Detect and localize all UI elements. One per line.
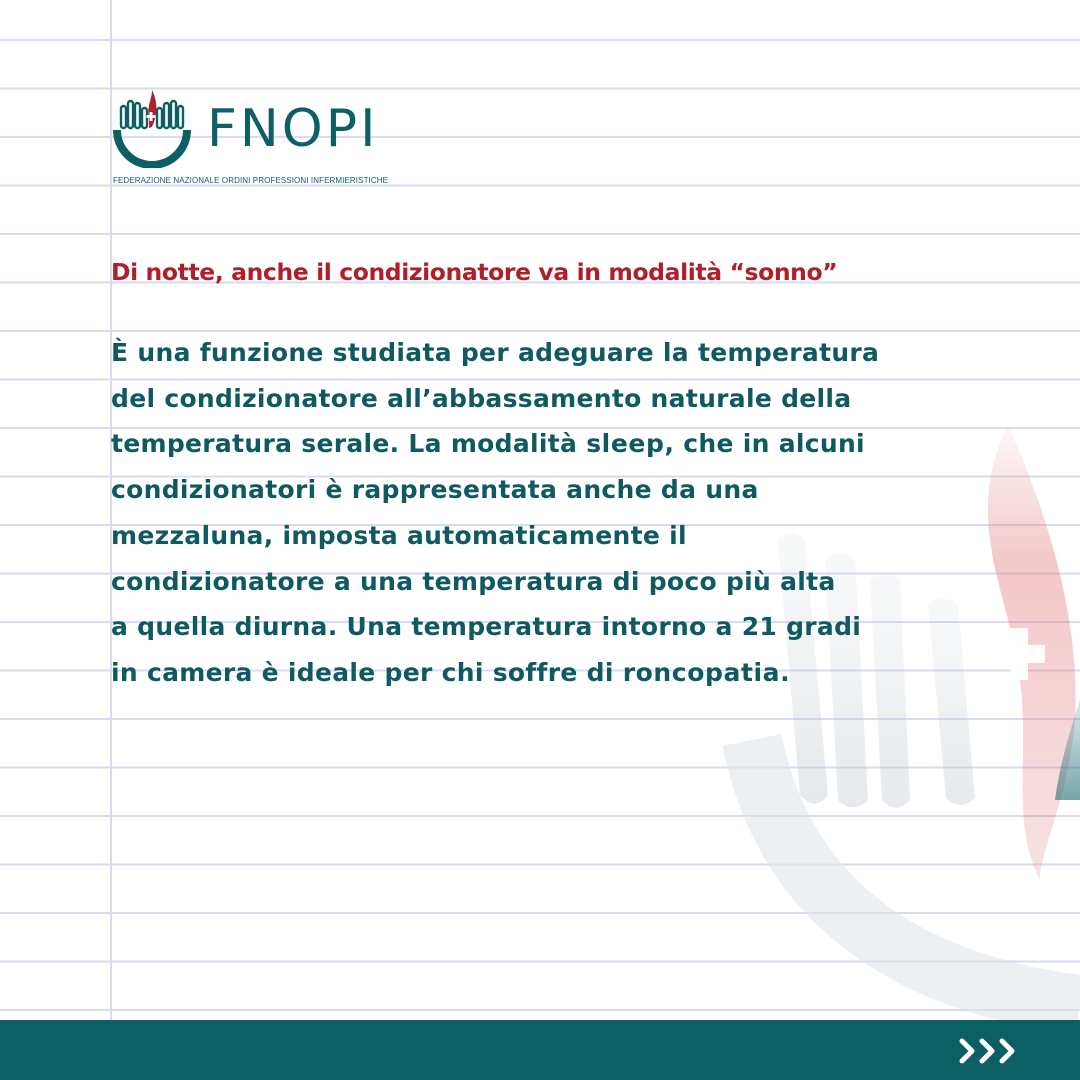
bold-term-sleep: sleep [586, 429, 665, 459]
body-line: mezzaluna, imposta automaticamente il [111, 520, 687, 550]
body-text-segment: in camera è ideale per chi soffre di [111, 657, 623, 687]
body-line: a quella diurna. Una temperatura intorno a 21 gradi [111, 612, 862, 642]
headline: Di notte, anche il condizionatore va in modalità “sonno” [111, 258, 838, 286]
fnopi-logo [111, 88, 411, 198]
body-line: condizionatore a una temperatura di poco più alta [111, 566, 836, 596]
chevron-triple-right-icon[interactable] [958, 1036, 1020, 1066]
logo-wordmark: FNOPI [207, 99, 379, 159]
body-line: condizionatori è rappresentata anche da una [111, 475, 759, 505]
body-line [111, 650, 1011, 696]
body-line: È una funzione studiata per adeguare la temperatura [111, 338, 880, 367]
body-line: del condizionatore all’abbassamento naturale della [111, 383, 852, 413]
body-text-segment: . [780, 657, 790, 687]
body-paragraph [111, 330, 1011, 696]
body-line [111, 421, 1011, 467]
hands-flame-logo-icon [111, 88, 193, 168]
footer-bar [0, 1020, 1080, 1080]
bold-term-roncopatia: roncopatia [622, 657, 781, 687]
body-text-segment: temperatura serale. La modalità [111, 429, 587, 459]
body-text-segment: , che in alcuni [664, 429, 865, 459]
logo-subtitle: FEDERAZIONE NAZIONALE ORDINI PROFESSIONI INFERMIERISTICHE [113, 176, 389, 185]
